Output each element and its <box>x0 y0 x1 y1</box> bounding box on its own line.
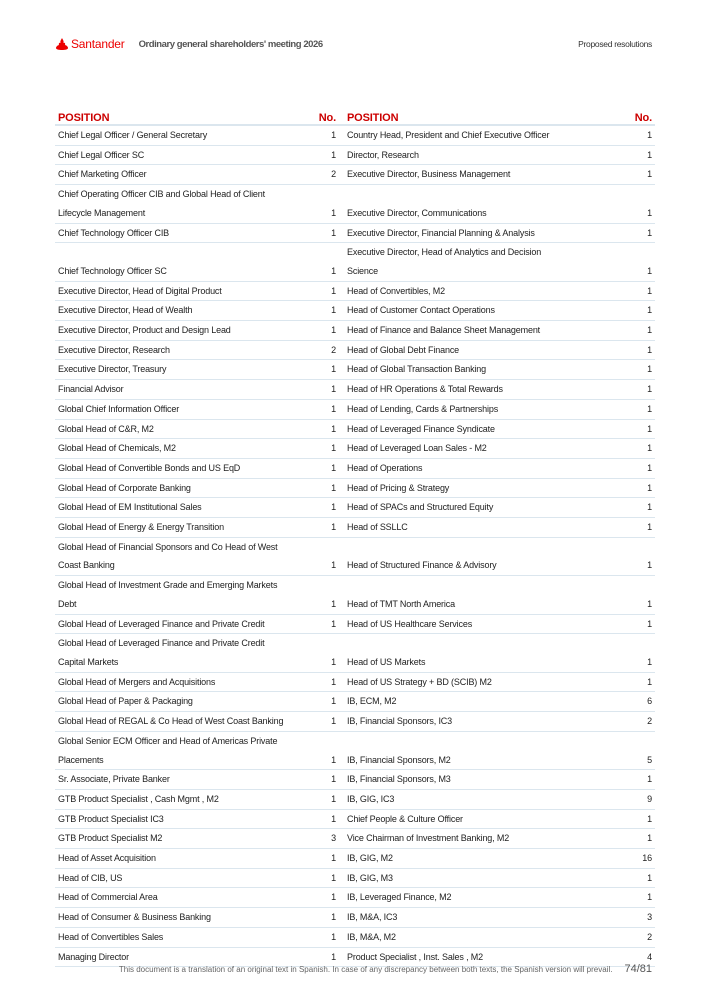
table-row <box>55 829 655 849</box>
position-text-line: Head of Operations <box>347 462 423 473</box>
position-right <box>339 576 629 614</box>
position-text-line: Head of US Markets <box>347 656 426 667</box>
position-text-line: Global Head of Financial Sponsors and Co Head of West <box>58 541 278 552</box>
table-header-row <box>55 107 655 125</box>
count-right: 1 <box>629 165 655 185</box>
count-left: 1 <box>313 888 339 908</box>
table-row <box>55 849 655 869</box>
position-right <box>339 692 629 712</box>
count-left: 1 <box>313 537 339 575</box>
position-left <box>55 789 313 809</box>
count-left: 1 <box>313 223 339 243</box>
count-right: 1 <box>629 498 655 518</box>
count-left: 1 <box>313 321 339 341</box>
count-left: 1 <box>313 478 339 498</box>
position-text-line: Global Chief Information Officer <box>58 403 180 414</box>
position-left <box>55 927 313 947</box>
position-right <box>339 380 629 400</box>
position-text-line: Global Head of Leveraged Finance and Private Credit <box>58 638 265 649</box>
table-row <box>55 518 655 538</box>
position-left <box>55 888 313 908</box>
position-right <box>339 301 629 321</box>
position-right <box>339 223 629 243</box>
count-right: 16 <box>629 849 655 869</box>
table-row <box>55 908 655 928</box>
positions-table <box>55 107 655 967</box>
count-right: 1 <box>629 634 655 672</box>
count-right: 1 <box>629 419 655 439</box>
position-right <box>339 281 629 301</box>
table-row <box>55 692 655 712</box>
position-left <box>55 419 313 439</box>
count-right: 1 <box>629 478 655 498</box>
position-left <box>55 478 313 498</box>
count-right: 1 <box>629 321 655 341</box>
position-right <box>339 789 629 809</box>
position-left <box>55 731 313 769</box>
count-right: 1 <box>629 281 655 301</box>
position-right <box>339 518 629 538</box>
position-right <box>339 340 629 360</box>
position-text-line: Chief Operating Officer CIB and Global Head of Client <box>58 189 265 200</box>
position-text-line: Head of Leveraged Finance Syndicate <box>347 423 495 434</box>
brand-name: Santander <box>71 37 125 51</box>
position-text-line: Head of US Healthcare Services <box>347 618 473 629</box>
position-left <box>55 868 313 888</box>
position-text-line: Global Head of Energy & Energy Transition <box>58 522 224 533</box>
position-left <box>55 908 313 928</box>
table-row <box>55 927 655 947</box>
position-text-line: Global Head of Investment Grade and Emerging Markets <box>58 580 278 591</box>
position-text-line: IB, Leveraged Finance, M2 <box>347 892 452 903</box>
position-right <box>339 614 629 634</box>
position-left <box>55 321 313 341</box>
col-position-left: POSITION <box>55 107 313 125</box>
count-right: 1 <box>629 145 655 165</box>
table-row <box>55 321 655 341</box>
table-row <box>55 243 655 281</box>
position-left <box>55 614 313 634</box>
position-left <box>55 185 313 223</box>
count-left: 1 <box>313 399 339 419</box>
position-text-line: GTB Product Specialist M2 <box>58 833 163 844</box>
count-right: 1 <box>629 399 655 419</box>
count-left: 1 <box>313 849 339 869</box>
page-footer <box>55 963 652 975</box>
position-text-line: Global Head of REGAL & Co Head of West Coast Banking <box>58 716 284 727</box>
position-text-line: IB, GIG, IC3 <box>347 793 395 804</box>
count-left: 1 <box>313 458 339 478</box>
count-right: 1 <box>629 770 655 790</box>
position-text-line: Placements <box>58 754 104 765</box>
position-text-line: Head of Lending, Cards & Partnerships <box>347 403 499 414</box>
position-text-line: Chief Marketing Officer <box>58 169 147 180</box>
count-left: 1 <box>313 125 339 145</box>
count-left: 1 <box>313 789 339 809</box>
count-right: 1 <box>629 301 655 321</box>
position-text-line: Debt <box>58 598 77 609</box>
count-left: 1 <box>313 770 339 790</box>
table-row <box>55 165 655 185</box>
count-left: 1 <box>313 185 339 223</box>
count-left: 1 <box>313 576 339 614</box>
table-row <box>55 125 655 145</box>
count-right: 1 <box>629 537 655 575</box>
position-text-line: Global Senior ECM Officer and Head of Americas Private <box>58 735 278 746</box>
table-row <box>55 281 655 301</box>
count-right: 1 <box>629 360 655 380</box>
table-row <box>55 789 655 809</box>
position-text-line: Head of Consumer & Business Banking <box>58 912 211 923</box>
count-left: 1 <box>313 809 339 829</box>
position-left <box>55 145 313 165</box>
table-row <box>55 498 655 518</box>
count-right: 1 <box>629 868 655 888</box>
count-left: 2 <box>313 340 339 360</box>
position-text-line: Capital Markets <box>58 656 119 667</box>
position-text-line: Global Head of Chemicals, M2 <box>58 443 176 454</box>
position-right <box>339 419 629 439</box>
position-text-line: Head of Structured Finance & Advisory <box>347 560 497 571</box>
santander-logo <box>56 37 125 51</box>
position-text-line: Chief Technology Officer SC <box>58 265 167 276</box>
count-right: 1 <box>629 243 655 281</box>
count-left: 1 <box>313 301 339 321</box>
table-row <box>55 223 655 243</box>
position-right <box>339 731 629 769</box>
position-text-line: Head of Leveraged Loan Sales - M2 <box>347 443 487 454</box>
position-left <box>55 498 313 518</box>
count-right: 4 <box>629 947 655 967</box>
position-left <box>55 672 313 692</box>
flame-icon <box>56 38 68 50</box>
position-left <box>55 399 313 419</box>
position-left <box>55 809 313 829</box>
position-right <box>339 829 629 849</box>
table-row <box>55 458 655 478</box>
table-row <box>55 419 655 439</box>
table-row <box>55 712 655 732</box>
position-text-line: Executive Director, Head of Digital Product <box>58 285 222 296</box>
position-text-line: Executive Director, Head of Wealth <box>58 305 193 316</box>
position-right <box>339 185 629 223</box>
position-left <box>55 770 313 790</box>
position-left <box>55 380 313 400</box>
position-right <box>339 927 629 947</box>
position-text-line: Head of Customer Contact Operations <box>347 305 495 316</box>
position-right <box>339 849 629 869</box>
position-text-line: Executive Director, Head of Analytics and Decision <box>347 247 542 258</box>
position-text-line: Chief Technology Officer CIB <box>58 227 170 238</box>
count-left: 1 <box>313 518 339 538</box>
position-text-line: Executive Director, Research <box>58 344 170 355</box>
position-text-line: Lifecycle Management <box>58 207 146 218</box>
col-no-left: No. <box>313 107 339 125</box>
table-row <box>55 340 655 360</box>
position-left <box>55 439 313 459</box>
position-right <box>339 399 629 419</box>
position-text-line: Executive Director, Product and Design Lead <box>58 325 231 336</box>
position-right <box>339 478 629 498</box>
position-left <box>55 576 313 614</box>
position-left <box>55 458 313 478</box>
count-left: 1 <box>313 419 339 439</box>
count-left: 1 <box>313 908 339 928</box>
position-text-line: Global Head of Leveraged Finance and Private Credit <box>58 618 265 629</box>
position-text-line: Global Head of Paper & Packaging <box>58 696 193 707</box>
count-right: 1 <box>629 576 655 614</box>
position-text-line: Financial Advisor <box>58 384 124 395</box>
position-text-line: Head of Global Transaction Banking <box>347 364 486 375</box>
count-right: 1 <box>629 614 655 634</box>
count-left: 1 <box>313 868 339 888</box>
position-text-line: Executive Director, Communications <box>347 207 487 218</box>
position-right <box>339 243 629 281</box>
count-right: 1 <box>629 439 655 459</box>
position-left <box>55 340 313 360</box>
count-right: 1 <box>629 458 655 478</box>
position-text-line: Director, Research <box>347 149 419 160</box>
position-text-line: IB, GIG, M3 <box>347 872 393 883</box>
position-left <box>55 518 313 538</box>
table-row <box>55 478 655 498</box>
position-text-line: Chief Legal Officer SC <box>58 149 145 160</box>
position-text-line: Executive Director, Business Management <box>347 169 511 180</box>
position-text-line: Head of Asset Acquisition <box>58 853 156 864</box>
position-text-line: Product Specialist , Inst. Sales , M2 <box>347 951 484 962</box>
table-row <box>55 145 655 165</box>
position-left <box>55 281 313 301</box>
position-right <box>339 125 629 145</box>
position-left <box>55 537 313 575</box>
position-text-line: Global Head of Corporate Banking <box>58 482 191 493</box>
count-right: 1 <box>629 380 655 400</box>
position-text-line: Global Head of EM Institutional Sales <box>58 502 202 513</box>
col-no-right: No. <box>629 107 655 125</box>
count-right: 1 <box>629 125 655 145</box>
position-left <box>55 712 313 732</box>
table-row <box>55 672 655 692</box>
position-text-line: Head of SSLLC <box>347 522 408 533</box>
position-text-line: GTB Product Specialist , Cash Mgmt , M2 <box>58 793 219 804</box>
table-row <box>55 185 655 223</box>
position-right <box>339 634 629 672</box>
position-right <box>339 321 629 341</box>
count-left: 1 <box>313 947 339 967</box>
position-text-line: Global Head of Mergers and Acquisitions <box>58 676 216 687</box>
position-text-line: IB, GIG, M2 <box>347 853 393 864</box>
section-title: Proposed resolutions <box>578 39 652 49</box>
position-text-line: Head of HR Operations & Total Rewards <box>347 384 503 395</box>
position-text-line: Chief People & Culture Officer <box>347 813 463 824</box>
position-text-line: Executive Director, Treasury <box>58 364 167 375</box>
count-left: 1 <box>313 634 339 672</box>
table-row <box>55 809 655 829</box>
count-left: 1 <box>313 360 339 380</box>
position-left <box>55 243 313 281</box>
count-left: 2 <box>313 165 339 185</box>
count-right: 1 <box>629 829 655 849</box>
position-text-line: Managing Director <box>58 951 129 962</box>
count-left: 1 <box>313 498 339 518</box>
position-text-line: Head of CIB, US <box>58 872 123 883</box>
position-text-line: Head of US Strategy + BD (SCIB) M2 <box>347 676 492 687</box>
count-right: 1 <box>629 518 655 538</box>
position-text-line: Head of Pricing & Strategy <box>347 482 450 493</box>
count-right: 1 <box>629 888 655 908</box>
position-text-line: IB, Financial Sponsors, M2 <box>347 754 451 765</box>
count-right: 6 <box>629 692 655 712</box>
position-right <box>339 537 629 575</box>
position-left <box>55 360 313 380</box>
table-row <box>55 439 655 459</box>
count-left: 1 <box>313 712 339 732</box>
position-text-line: IB, M&A, IC3 <box>347 912 398 923</box>
position-text-line: GTB Product Specialist IC3 <box>58 813 164 824</box>
count-left: 1 <box>313 614 339 634</box>
position-right <box>339 165 629 185</box>
count-left: 3 <box>313 829 339 849</box>
position-text-line: IB, M&A, M2 <box>347 931 396 942</box>
count-right: 1 <box>629 809 655 829</box>
position-left <box>55 301 313 321</box>
table-row <box>55 301 655 321</box>
position-right <box>339 145 629 165</box>
count-right: 1 <box>629 223 655 243</box>
position-text-line: Coast Banking <box>58 560 115 571</box>
document-title: Ordinary general shareholders' meeting 2026 <box>138 38 323 50</box>
count-right: 2 <box>629 927 655 947</box>
table-row <box>55 868 655 888</box>
position-right <box>339 712 629 732</box>
position-text-line: Head of Global Debt Finance <box>347 344 460 355</box>
count-left: 1 <box>313 731 339 769</box>
position-left <box>55 692 313 712</box>
count-right: 1 <box>629 340 655 360</box>
position-text-line: Chief Legal Officer / General Secretary <box>58 130 208 140</box>
count-left: 1 <box>313 692 339 712</box>
position-text-line: Country Head, President and Chief Executive Officer <box>347 130 550 140</box>
col-position-right: POSITION <box>339 107 629 125</box>
position-text-line: IB, Financial Sponsors, M3 <box>347 774 451 785</box>
table-row <box>55 614 655 634</box>
position-left <box>55 634 313 672</box>
position-text-line: Head of Finance and Balance Sheet Management <box>347 325 541 336</box>
position-left <box>55 849 313 869</box>
position-left <box>55 125 313 145</box>
count-right: 1 <box>629 672 655 692</box>
position-text-line: Executive Director, Financial Planning & Analysis <box>347 227 535 238</box>
table-row <box>55 380 655 400</box>
position-right <box>339 770 629 790</box>
count-right: 9 <box>629 789 655 809</box>
position-text-line: Global Head of C&R, M2 <box>58 423 154 434</box>
position-text-line: Sr. Associate, Private Banker <box>58 774 170 785</box>
count-right: 3 <box>629 908 655 928</box>
position-text-line: Head of TMT North America <box>347 598 455 609</box>
position-right <box>339 868 629 888</box>
position-right <box>339 498 629 518</box>
page-number: 74/81 <box>624 963 652 975</box>
position-right <box>339 908 629 928</box>
position-text-line: Head of Commercial Area <box>58 892 158 903</box>
position-right <box>339 809 629 829</box>
position-right <box>339 439 629 459</box>
page-header <box>56 36 652 52</box>
count-left: 1 <box>313 672 339 692</box>
table-row <box>55 770 655 790</box>
position-right <box>339 888 629 908</box>
count-left: 1 <box>313 927 339 947</box>
position-right <box>339 672 629 692</box>
table-row <box>55 634 655 672</box>
position-text-line: Science <box>347 265 378 276</box>
position-text-line: IB, Financial Sponsors, IC3 <box>347 716 453 727</box>
position-left <box>55 223 313 243</box>
position-text-line: Global Head of Convertible Bonds and US EqD <box>58 462 241 473</box>
table-row <box>55 576 655 614</box>
position-text-line: Head of Convertibles Sales <box>58 931 164 942</box>
position-text-line: Head of Convertibles, M2 <box>347 285 445 296</box>
table-row <box>55 888 655 908</box>
count-left: 1 <box>313 243 339 281</box>
count-left: 1 <box>313 380 339 400</box>
table-row <box>55 399 655 419</box>
position-text-line: Head of SPACs and Structured Equity <box>347 502 494 513</box>
count-right: 5 <box>629 731 655 769</box>
position-left <box>55 165 313 185</box>
position-text-line: Vice Chairman of Investment Banking, M2 <box>347 833 510 844</box>
translation-note: This document is a translation of an original text in Spanish. In case of any discrepancy between both texts, the Spanish version will prevail. <box>118 964 613 974</box>
position-left <box>55 829 313 849</box>
position-right <box>339 458 629 478</box>
count-right: 1 <box>629 185 655 223</box>
count-left: 1 <box>313 439 339 459</box>
count-right: 2 <box>629 712 655 732</box>
table-row <box>55 731 655 769</box>
count-left: 1 <box>313 145 339 165</box>
table-row <box>55 360 655 380</box>
count-left: 1 <box>313 281 339 301</box>
position-text-line: IB, ECM, M2 <box>347 696 397 707</box>
table-row <box>55 537 655 575</box>
position-right <box>339 360 629 380</box>
